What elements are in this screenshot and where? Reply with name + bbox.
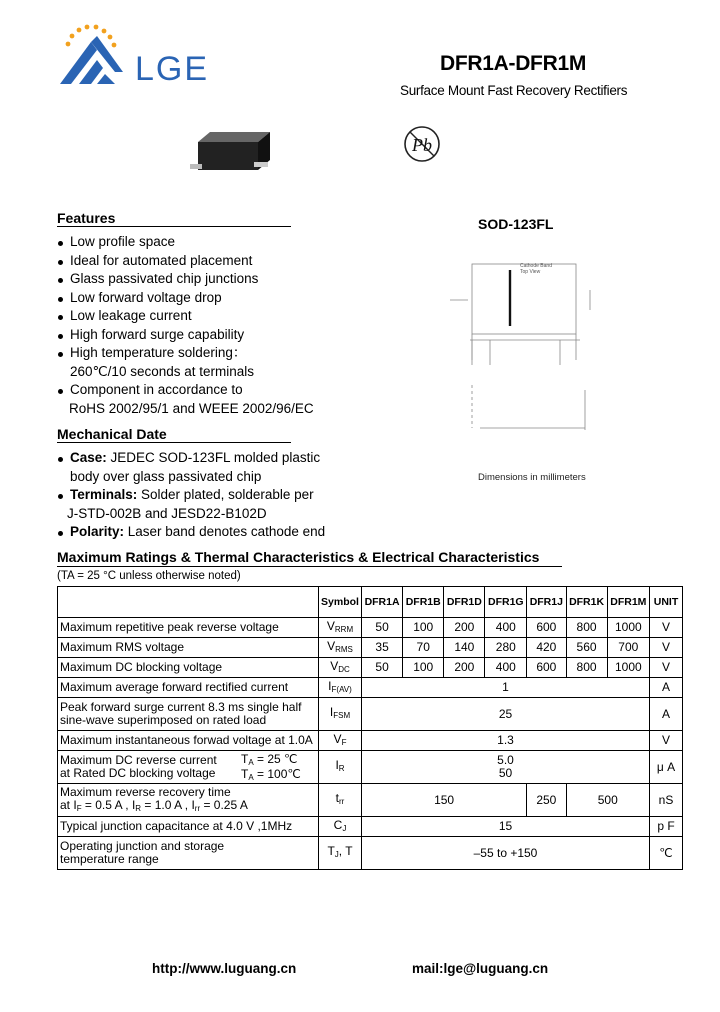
value-cell: 280: [485, 638, 527, 658]
polarity-text: Laser band denotes cathode end: [124, 524, 326, 539]
mechanical-divider: [57, 442, 291, 443]
table-row: [58, 658, 683, 678]
features-heading: Features: [57, 210, 116, 226]
param-desc: Maximum average forward rectified current: [58, 678, 319, 698]
pb-free-icon: [400, 122, 445, 167]
param-symbol: $I_{F(AV)}$: [319, 678, 362, 698]
mechanical-heading: Mechanical Date: [57, 426, 167, 442]
list-item: [57, 523, 357, 542]
unit-cell: V: [650, 658, 683, 678]
list-item: J-STD-002B and JESD22-B102D: [67, 505, 267, 521]
value-cell: 600: [527, 618, 566, 638]
header-part: DFR1G: [485, 587, 527, 618]
value-cell: 1: [362, 678, 650, 698]
terminals-text: Solder plated, solderable per: [137, 487, 314, 502]
unit-cell: V: [650, 638, 683, 658]
param-desc: Maximum instantaneous forwad voltage at 1.0A: [58, 731, 319, 751]
header-symbol: Symbol: [319, 587, 362, 618]
value-cell: 400: [485, 618, 527, 638]
table-row: [58, 837, 683, 870]
value-cell: 800: [566, 618, 607, 638]
polarity-label: Polarity:: [70, 524, 125, 539]
value-cell: 600: [527, 658, 566, 678]
param-symbol: $V_{DC}$: [319, 658, 362, 678]
list-item: 260℃/10 seconds at terminals: [70, 363, 255, 379]
ratings-table: [57, 586, 683, 870]
value-cell: 560: [566, 638, 607, 658]
page-title: DFR1A-DFR1M: [440, 52, 587, 75]
param-desc: Maximum repetitive peak reverse voltage: [58, 618, 319, 638]
param-desc: Maximum reverse recovery time at $I_F = 0.5$ A , $I_R = 1.0$ A , $I_{rr} = 0.25$ A: [58, 784, 319, 817]
param-desc: Maximum DC blocking voltage: [58, 658, 319, 678]
list-item: Low forward voltage drop: [57, 289, 357, 308]
param-desc: Peak forward surge current 8.3 ms single half sine-wave superimposed on rated load: [58, 698, 319, 731]
page-subtitle: Surface Mount Fast Recovery Rectifiers: [400, 83, 628, 98]
header-part: DFR1D: [444, 587, 485, 618]
dimension-caption: Dimensions in millimeters: [478, 472, 586, 483]
unit-cell: A: [650, 678, 683, 698]
ratings-note: (TA = 25 °C unless otherwise noted): [57, 570, 241, 582]
package-dimension-drawing: [410, 250, 620, 450]
terminals-label: Terminals:: [70, 487, 138, 502]
unit-cell: ℃: [650, 837, 683, 870]
param-symbol: $I_{FSM}$: [319, 698, 362, 731]
table-row: [58, 731, 683, 751]
features-list: [57, 233, 357, 418]
ratings-heading: Maximum Ratings & Thermal Characteristics & Electrical Characteristics: [57, 549, 540, 565]
param-desc: Maximum DC reverse current at Rated DC blocking voltage $T_A = 25$ ℃ $T_A$ = 100℃: [58, 751, 319, 784]
list-item: RoHS 2002/95/1 and WEEE 2002/96/EC: [69, 400, 314, 416]
package-name: SOD-123FL: [478, 216, 554, 232]
lge-logo: [57, 22, 237, 92]
table-row: [58, 784, 683, 817]
value-cell: 420: [527, 638, 566, 658]
param-symbol: $T_J$, T: [319, 837, 362, 870]
mechanical-section: [57, 426, 357, 542]
table-row: [58, 698, 683, 731]
table-row: [58, 678, 683, 698]
unit-cell: nS: [650, 784, 683, 817]
param-symbol: $V_{RRM}$: [319, 618, 362, 638]
param-symbol: $V_F$: [319, 731, 362, 751]
list-item: body over glass passivated chip: [70, 468, 262, 484]
value-cell: 50: [362, 618, 403, 638]
list-item: [57, 449, 357, 468]
case-label: Case:: [70, 450, 107, 465]
logo-text: LGE: [135, 50, 210, 88]
ir-cond-100: $T_A$ = 100℃: [241, 767, 301, 782]
value-cell: 70: [403, 638, 444, 658]
value-cell: 25: [362, 698, 650, 731]
ratings-divider: [57, 566, 562, 567]
top-view-label: Top View: [520, 269, 541, 275]
value-cell: 150: [362, 784, 527, 817]
header-part: DFR1J: [527, 587, 566, 618]
table-row: [58, 817, 683, 837]
value-cell: 800: [566, 658, 607, 678]
list-item: Low profile space: [57, 233, 357, 252]
footer-website-link[interactable]: http://www.luguang.cn: [152, 961, 297, 976]
value-cell: –55 to +150: [362, 837, 650, 870]
case-text: JEDEC SOD-123FL molded plastic: [106, 450, 321, 465]
param-desc: Typical junction capacitance at 4.0 V ,1MHz: [58, 817, 319, 837]
param-symbol: $V_{RMS}$: [319, 638, 362, 658]
features-section: [57, 210, 357, 418]
unit-cell: V: [650, 731, 683, 751]
table-header-row: [58, 587, 683, 618]
list-item: Ideal for automated placement: [57, 252, 357, 271]
value-cell: 35: [362, 638, 403, 658]
list-item: Low leakage current: [57, 307, 357, 326]
value-cell: 5.0 50: [362, 751, 650, 784]
header-part: DFR1B: [403, 587, 444, 618]
list-item: Component in accordance to: [57, 381, 357, 400]
value-cell: 500: [566, 784, 650, 817]
param-symbol: $t_{rr}$: [319, 784, 362, 817]
list-item: [57, 486, 357, 505]
list-item: High forward surge capability: [57, 326, 357, 345]
value-cell: 700: [607, 638, 649, 658]
value-cell: 1.3: [362, 731, 650, 751]
value-cell: 100: [403, 658, 444, 678]
value-cell: 250: [527, 784, 566, 817]
header-part: DFR1K: [566, 587, 607, 618]
header-blank-cell: [58, 587, 319, 618]
pb-label: Pb: [412, 135, 432, 155]
value-cell: 1000: [607, 658, 649, 678]
list-item: High temperature soldering：: [57, 344, 357, 363]
value-cell: 200: [444, 618, 485, 638]
param-symbol: $I_R$: [319, 751, 362, 784]
value-cell: 1000: [607, 618, 649, 638]
value-cell: 400: [485, 658, 527, 678]
diode-package-image: [188, 128, 278, 178]
table-row: [58, 638, 683, 658]
cathode-band-label: Cathode Band: [520, 263, 552, 269]
value-cell: 100: [403, 618, 444, 638]
features-divider: [57, 226, 291, 227]
ir-cond-25: $T_A = 25$ ℃: [241, 752, 298, 767]
header-part: DFR1M: [607, 587, 649, 618]
unit-cell: μ A: [650, 751, 683, 784]
table-row: [58, 618, 683, 638]
param-desc: Maximum RMS voltage: [58, 638, 319, 658]
param-desc: Operating junction and storage temperature range: [58, 837, 319, 870]
value-cell: 50: [362, 658, 403, 678]
table-row: [58, 751, 683, 784]
value-cell: 140: [444, 638, 485, 658]
header-part: DFR1A: [362, 587, 403, 618]
unit-cell: A: [650, 698, 683, 731]
list-item: Glass passivated chip junctions: [57, 270, 357, 289]
unit-cell: V: [650, 618, 683, 638]
value-cell: 15: [362, 817, 650, 837]
unit-cell: p F: [650, 817, 683, 837]
mechanical-list: [57, 449, 357, 542]
footer-email-link[interactable]: mail:lge@luguang.cn: [412, 961, 549, 976]
value-cell: 200: [444, 658, 485, 678]
param-symbol: $C_J$: [319, 817, 362, 837]
header-unit: UNIT: [650, 587, 683, 618]
